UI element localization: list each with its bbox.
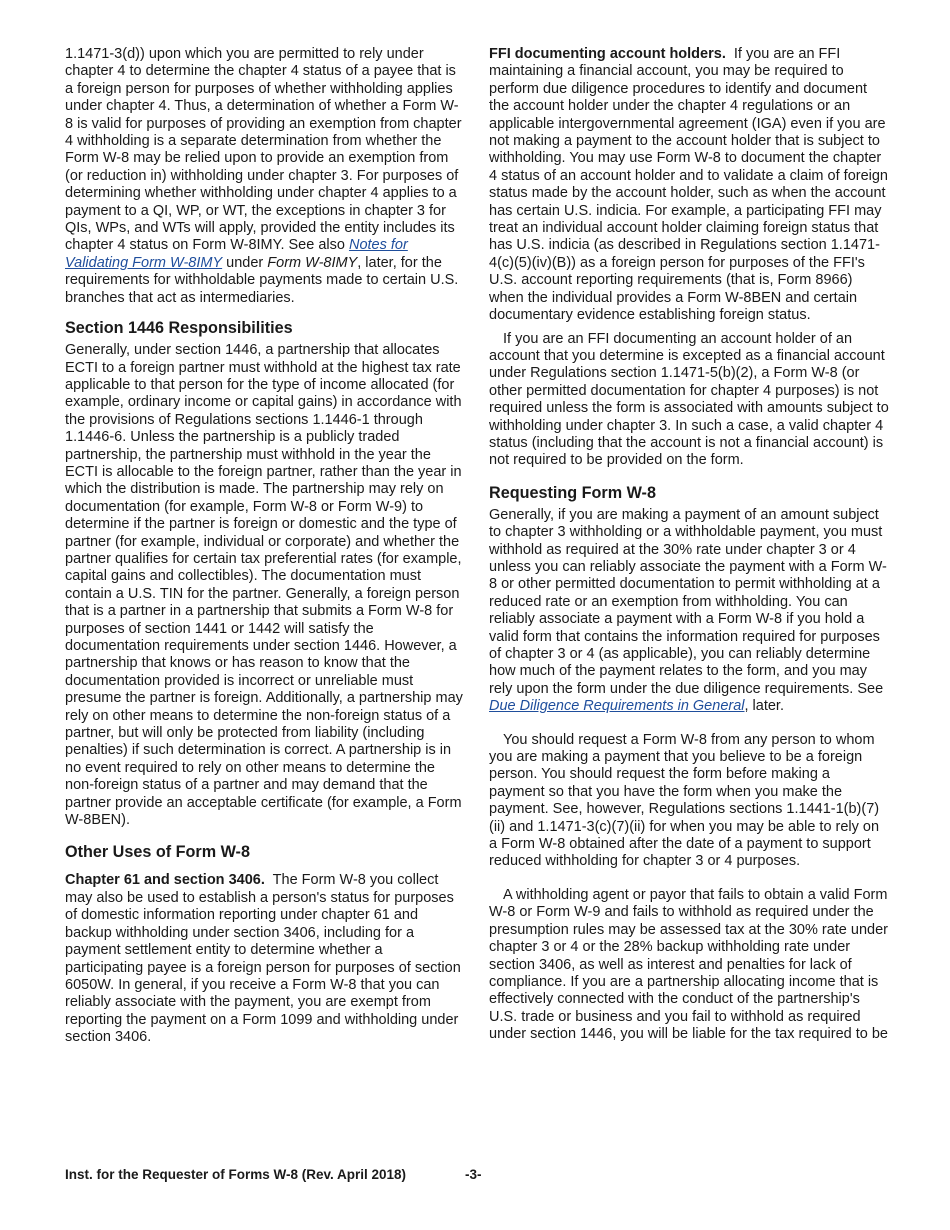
link-due-diligence[interactable]: Due Diligence Requirements in General xyxy=(489,698,745,715)
paragraph-failure-penalties: A withholding agent or payor that fails to obtain a valid Form W-8 or Form W-9 and fails to withhold as required under the presumption rules may be assessed tax at the 30% rate under chapter 3 or 4 or the 28% backup withholding rate under section 3406, as well as interest and penalties for lack of compliance. If you are a partnership allocating income that is effectively connected with the conduct of the partnership's U.S. trade or business and you fail to withhold as required under section 1446, you will be liable for the tax required to be xyxy=(489,886,888,1043)
runin-ffi-documenting: FFI documenting account holders. xyxy=(489,46,726,62)
footer-title: Inst. for the Requester of Forms W-8 (Rev. April 2018) xyxy=(65,1167,407,1182)
page-number: -3- xyxy=(465,1167,482,1182)
link-notes-validating-w8imy[interactable]: Notes for Validating Form W-8IMY xyxy=(65,237,408,271)
paragraph-requesting-w8: Generally, if you are making a payment of an amount subject to chapter 3 withholding or a withholdable payment, you must withhold as required at the 30% rate under chapter 3 or 4 unless you can reliably associate the payment with a Form W-8 or other permitted documentation to permit withholding at a reduced rate or an exemption from withholding. You can reliably associate a payment with a Form W-8 if you hold a valid form that contains the information required for purposes of chapter 3 or 4 (as applicable), you can reliably determine how much of the payment relates to the form, and you may rely upon the form under the due diligence requirements. See Due Diligence Requirements in General, later. xyxy=(489,506,887,715)
right-column xyxy=(489,46,889,1044)
paragraph-chapter4-status: 1.1471-3(d)) upon which you are permitted to rely under chapter 4 to determine the chapter 4 status of a payee that is a foreign person for purposes of whether withholding applies under chapter 4. Thus, a determination of whether a Form W-8 is valid for purposes of providing an exemption from chapter 4 withholding is a separate determination from whether the Form W-8 may be relied upon to provide an exemption from (or reduction in) withholding under chapter 3. For purposes of determining whether withholding under chapter 4 applies to a payment to a QI, WP, or WT, the exceptions in chapter 3 for QIs, WPs, and WTs will apply, provided the entity includes its chapter 4 status on Form W-8IMY. See also Notes for Validating Form W-8IMY under Form W-8IMY, later, for the requirements for withholdable payments made to certain U.S. branches that act as intermediaries. xyxy=(65,46,462,306)
paragraph-request-form: You should request a Form W-8 from any person to whom you are making a payment that you believe to be a foreign person. You should request the form before making a payment so that you have the form when you make the payment. See, however, Regulations sections 1.1441-1(b)(7)(ii) and 1.1471-3(c)(7)(ii) for when you may be able to rely on a Form W-8 obtained after the date of a payment to support reduced withholding for chapter 3 or 4 purposes. xyxy=(489,731,880,870)
paragraph-ffi-documenting: FFI documenting account holders. If you are an FFI maintaining a financial account, you may be required to perform due diligence procedures to identify and document the account holder under the chapter 4 regulations or an applicable intergovernmental agreement (IGA) even if you are not making a payment to the account holder that is subject to withholding. You may use Form W-8 to document the chapter 4 status of an account holder and to validate a claim of foreign status made by the account holder, such as when the account has certain U.S. indicia. For example, a participating FFI may treat an individual account holder claiming foreign status that has U.S. indicia (as described in Regulations section 1.1471-4(c)(5)(iv)(B)) as a foreign person for purposes of the FFI's U.S. account reporting requirements (that is, Form 8966) when the individual provides a Form W-8BEN and certain documentary evidence establishing foreign status. xyxy=(489,46,888,324)
heading-section-1446: Section 1446 Responsibilities xyxy=(65,319,293,338)
paragraph-section-1446: Generally, under section 1446, a partnership that allocates ECTI to a foreign partner must withhold at the highest tax rate applicable to that person for the type of income allocated (for example, ordinary income or capital gains) in accordance with the provisions of Regulations sections 1.1446-1 through 1.1446-6. Unless the partnership is a publicly traded partnership, the partnership must withhold in the year the ECTI is allocable to the foreign partner, rather than the year in which the distribution is made. The partnership may rely on documentation (for example, Form W-8 or Form W-9) to determine if the partner is foreign or domestic and the type of partner (for example, individual or corporate) and whether the partner qualifies for certain tax preferential rates (for example, capital gains and collectibles). The documentation must contain a U.S. TIN for the partner. Generally, a foreign person that is a partner in a partnership that submits a Form W-8 for purposes of section 1441 or 1442 will satisfy the documentation requirements under section 1446. However, a partnership that knows or has reason to know that the documentation provided is incorrect or unreliable must presume the partner is foreign. Additionally, a partnership may rely on other means to determine the non-foreign status of a partner, but will only be protected from liability (including penalties) if such determination is correct. A partnership is in no event required to rely on other means to determine the non-foreign status of a partner and may demand that the partner provide an acceptable certificate (for example, a Form W-8BEN). xyxy=(65,342,463,829)
runin-chapter61: Chapter 61 and section 3406. xyxy=(65,872,265,889)
heading-requesting-w8: Requesting Form W-8 xyxy=(489,483,656,502)
left-column xyxy=(65,46,463,1047)
paragraph-ffi-excepted: If you are an FFI documenting an account holder of an account that you determine is excepted as a financial account under Regulations section 1.1471-5(b)(2), a Form W-8 (or other permitted documentation for chapter 4 purposes) is not required unless the form is associated with amounts subject to withholding under chapter 3. In such a case, a valid chapter 4 status (including that the account is not a financial account) is not required to be provided on the form. xyxy=(489,330,889,469)
heading-other-uses: Other Uses of Form W-8 xyxy=(65,843,250,862)
paragraph-chapter61: Chapter 61 and section 3406. The Form W-8 you collect may also be used to establish a person's status for purposes of domestic information reporting under chapter 61 and backup withholding under section 3406, including for a payment settlement entity to determine whether a participating payee is a foreign person for purposes of section 6050W. In general, if you receive a Form W-8 that you can reliably associate with the payment, you are exempt from reporting the payment on a Form 1099 and withholding under section 3406. xyxy=(65,872,461,1046)
